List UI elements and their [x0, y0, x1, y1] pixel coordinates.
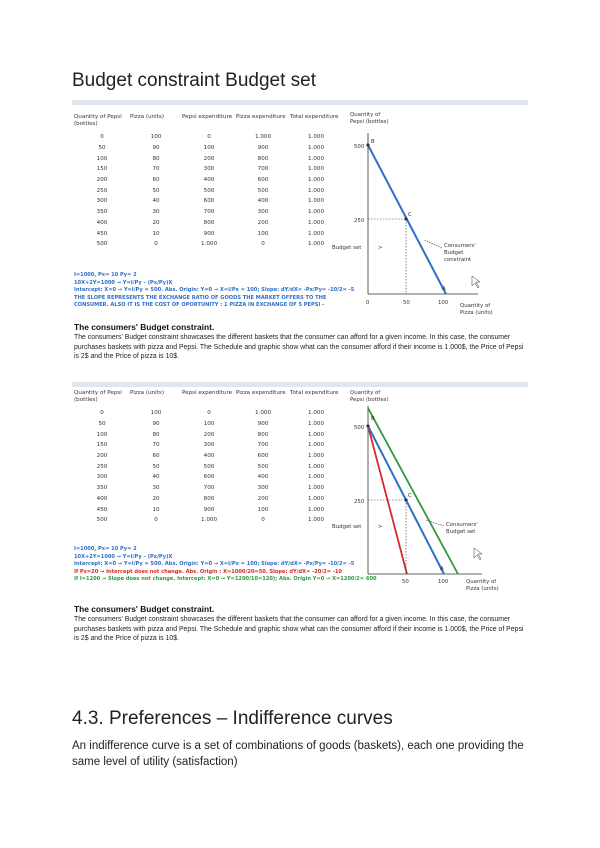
table-cell: 1.000 [307, 431, 324, 438]
formula-line: I=1000, Px= 10 Py= 2 [74, 546, 137, 552]
graph-x-title: Quantity of [460, 303, 491, 309]
table-header-row [74, 114, 342, 132]
constraint-label: Consumers' [444, 243, 476, 249]
table-cell: 300 [203, 442, 215, 449]
budget-schedule-table [74, 390, 342, 526]
table-cell: 150 [96, 442, 108, 449]
header-pepsi-expenditure: Pepsi expenditure [182, 390, 233, 396]
table-cell: 90 [152, 421, 160, 428]
budget-schedule-table [74, 114, 342, 250]
formula-line: THE SLOPE REPRESENTS THE EXCHANGE RATIO OF GOODS THE MARKET OFFERS TO THE [74, 294, 327, 301]
point-b-label: B [371, 139, 375, 145]
table-row [74, 164, 342, 175]
budget-constraint-text: The consumers' Budget constraint showcases the different baskets that the consumer can afford for a given income. In this case, the consumer purchases baskets with pizza and Pepsi. The Schedule and graphic show what can the consumer afford if their income is 1.000$, the Price of Pepsi is 2$ and the Price of pizza is 10$. [74, 334, 524, 361]
table-cell: 1.000 [307, 187, 324, 194]
table-row [74, 472, 342, 483]
table-cell: 90 [152, 145, 160, 152]
graph-y-title: Pepsi (bottles) [350, 397, 389, 403]
table-cell: 400 [96, 219, 108, 226]
header-total-expenditure: Total expenditure [290, 390, 339, 396]
table-header-row [74, 390, 342, 408]
table-cell: 1.000 [307, 219, 324, 226]
y-tick-label: 500 [354, 425, 365, 431]
table-cell: 40 [152, 198, 160, 205]
table-cell: 450 [96, 506, 108, 513]
table-cell: 60 [152, 453, 160, 460]
table-cell: 100 [257, 230, 269, 237]
budget-constraint-text: The consumers' Budget constraint showcases the different baskets that the consumer can afford for a given income. In this case, the consumer purchases baskets with pizza and Pepsi. The Schedule and graphic show what can the consumer afford if their income is 1.000$, the Price of Pepsi is 2$ and the Price of pizza is 10$. [74, 616, 524, 643]
formula-block [74, 272, 354, 310]
table-cell: 300 [257, 485, 269, 492]
table-cell: 70 [152, 442, 160, 449]
point-c-label: C [408, 493, 412, 499]
header-quantity-pepsi: Quantity of Pepsi (bottles) [74, 114, 122, 127]
table-cell: 100 [203, 145, 215, 152]
table-cell: 50 [152, 187, 160, 194]
table-cell: 800 [203, 495, 215, 502]
budget-constraint-title: The consumers' Budget constraint. [74, 604, 215, 614]
table-cell: 1.000 [307, 198, 324, 205]
header-pizza-expenditure: Pizza expenditure [236, 390, 286, 396]
table-cell: 80 [152, 155, 160, 162]
table-cell: 1.000 [307, 209, 324, 216]
constraint-label: Budget [444, 250, 464, 256]
table-cell: 600 [257, 453, 269, 460]
x-tick-label: 50 [403, 300, 410, 306]
table-row [74, 143, 342, 154]
formula-line: I=1000, Px= 10 Py= 2 [74, 272, 137, 278]
table-cell: 1.000 [307, 230, 324, 237]
budget-constraint-title: The consumers' Budget constraint. [74, 322, 215, 332]
constraint-label: constraint [444, 257, 472, 263]
point-b-label: B [371, 416, 375, 422]
table-cell: 40 [152, 474, 160, 481]
budget-constraint-figure-1 [72, 100, 528, 361]
table-cell: 200 [203, 431, 215, 438]
table-row [74, 440, 342, 451]
table-cell: 700 [257, 166, 269, 173]
table-cell: 350 [96, 209, 108, 216]
table-cell: 1.000 [307, 463, 324, 470]
table-cell: 500 [203, 187, 215, 194]
table-cell: 1.000 [307, 485, 324, 492]
formula-line: If I=1200 → Slope does not change. Intercept: X=0 → Y=1200/10=120); Abs. Origin Y=0 → X=1200/2= 600 [74, 576, 377, 583]
budget-set-arrow: > [378, 524, 383, 530]
table-row [74, 451, 342, 462]
header-pizza-units: Pizza (units) [130, 390, 164, 396]
table-cell: 500 [96, 517, 108, 524]
table-row [74, 218, 342, 229]
table-cell: 400 [203, 453, 215, 460]
table-cell: 300 [203, 166, 215, 173]
table-cell: 300 [257, 209, 269, 216]
table-row [74, 132, 342, 143]
constraint-pointer-arrow [424, 240, 442, 248]
formula-line: Intercept: X=0 → Y=I/Py = 500. Abs. Origin: Y=0 → X=I/Px = 100; Slope: dY/dX= -Px/Py= -10/2= -5 [74, 561, 355, 568]
header-total-expenditure: Total expenditure [290, 114, 339, 120]
point-a-label: A [440, 566, 444, 572]
table-cell: 200 [257, 495, 269, 502]
table-cell: 600 [203, 198, 215, 205]
table-row [74, 483, 342, 494]
table-cell: 0 [261, 517, 265, 524]
table-row [74, 515, 342, 526]
point-c-label: C [408, 212, 412, 218]
table-cell: 20 [152, 495, 160, 502]
table-row [74, 153, 342, 164]
table-cell: 1.000 [307, 421, 324, 428]
table-cell: 700 [203, 485, 215, 492]
table-cell: 0 [154, 241, 158, 248]
table-cell: 1.000 [200, 241, 217, 248]
table-cell: 50 [98, 145, 106, 152]
table-cell: 0 [100, 410, 104, 417]
budget-set-label: Budget set [332, 524, 362, 530]
table-cell: 1.000 [307, 517, 324, 524]
table-cell: 100 [96, 431, 108, 438]
table-cell: 50 [152, 463, 160, 470]
x-tick-label: 100 [438, 579, 449, 585]
table-cell: 450 [96, 230, 108, 237]
table-cell: 20 [152, 219, 160, 226]
table-cell: 1.000 [307, 145, 324, 152]
figure-top-bar [72, 100, 528, 105]
table-cell: 0 [154, 517, 158, 524]
table-cell: 1.000 [200, 517, 217, 524]
table-cell: 100 [203, 421, 215, 428]
header-pizza-units: Pizza (units) [130, 114, 164, 120]
constraint-label: Consumers' [446, 522, 478, 528]
table-cell: 1.000 [307, 166, 324, 173]
table-cell: 1.000 [254, 410, 271, 417]
table-cell: 400 [96, 495, 108, 502]
table-row [74, 196, 342, 207]
x-tick-label: 100 [438, 300, 449, 306]
point-b-marker [366, 424, 369, 427]
table-cell: 50 [98, 421, 106, 428]
formula-line: If Px=20 → Intercept does not change. Abs. Origin : X=1000/20=50. Slope: dY/dX= -20/2= -10 [74, 568, 342, 575]
table-cell: 700 [257, 442, 269, 449]
table-cell: 100 [150, 134, 162, 141]
formula-line: Intercept: X=0 → Y=I/Py = 500. Abs. Origin: Y=0 → X=I/Px = 100; Slope: dY/dX= -Px/Py= -10/2= -5 [74, 287, 355, 294]
graph-y-title: Pepsi (bottles) [350, 119, 389, 125]
indifference-curve-definition: An indifference curve is a set of combinations of goods (baskets), each one providing the same level of utility (satisfaction) [72, 740, 524, 768]
table-row [74, 494, 342, 505]
table-cell: 200 [96, 177, 108, 184]
table-cell: 100 [150, 410, 162, 417]
table-cell: 1.000 [307, 506, 324, 513]
table-row [74, 239, 342, 250]
table-cell: 0 [207, 134, 211, 141]
header-pepsi-expenditure: Pepsi expenditure [182, 114, 233, 120]
table-row [74, 419, 342, 430]
table-cell: 70 [152, 166, 160, 173]
budget-line-graph-1 [332, 108, 528, 320]
table-cell: 500 [257, 187, 269, 194]
table-cell: 800 [257, 431, 269, 438]
table-cell: 1.000 [307, 177, 324, 184]
point-b-marker [366, 143, 369, 146]
table-row [74, 408, 342, 419]
table-cell: 1.000 [254, 134, 271, 141]
table-cell: 10 [152, 506, 160, 513]
table-row [74, 207, 342, 218]
table-cell: 900 [257, 421, 269, 428]
table-cell: 0 [207, 410, 211, 417]
cursor-icon [474, 548, 482, 560]
section-heading-budget: Budget constraint Budget set [72, 70, 316, 91]
table-cell: 200 [203, 155, 215, 162]
table-cell: 400 [257, 474, 269, 481]
table-cell: 250 [96, 187, 108, 194]
x-tick-label: 50 [402, 579, 409, 585]
table-cell: 300 [96, 474, 108, 481]
table-cell: 1.000 [307, 410, 324, 417]
y-tick-label: 250 [354, 218, 365, 224]
table-cell: 200 [257, 219, 269, 226]
graph-x-title: Pizza (units) [460, 310, 493, 316]
table-cell: 0 [261, 241, 265, 248]
table-cell: 350 [96, 485, 108, 492]
formula-line: 10X+2Y=1000 → Y=I/Py – (Px/Py)X [74, 553, 173, 560]
table-cell: 1.000 [307, 134, 324, 141]
table-cell: 80 [152, 431, 160, 438]
y-tick-label: 500 [354, 144, 365, 150]
table-cell: 900 [203, 506, 215, 513]
formula-block [74, 546, 377, 584]
table-cell: 60 [152, 177, 160, 184]
table-cell: 600 [257, 177, 269, 184]
table-cell: 400 [203, 177, 215, 184]
header-pizza-expenditure: Pizza expenditure [236, 114, 286, 120]
budget-constraint-figure-2 [72, 382, 528, 644]
section-heading-preferences: 4.3. Preferences – Indifference curves [72, 708, 393, 729]
table-cell: 1.000 [307, 495, 324, 502]
table-cell: 10 [152, 230, 160, 237]
table-cell: 30 [152, 485, 160, 492]
table-cell: 250 [96, 463, 108, 470]
table-row [74, 228, 342, 239]
table-cell: 30 [152, 209, 160, 216]
table-cell: 1.000 [307, 453, 324, 460]
graph-x-title: Quantity of [466, 579, 497, 585]
formula-line: 10X+2Y=1000 → Y=I/Py – (Px/Py)X [74, 279, 173, 286]
table-cell: 500 [96, 241, 108, 248]
header-quantity-pepsi: Quantity of Pepsi (bottles) [74, 390, 122, 403]
budget-line-higher-income [368, 408, 458, 574]
table-cell: 150 [96, 166, 108, 173]
graph-x-title: Pizza (units) [466, 586, 499, 592]
table-cell: 1.000 [307, 155, 324, 162]
table-cell: 200 [96, 453, 108, 460]
table-row [74, 429, 342, 440]
table-cell: 100 [257, 506, 269, 513]
table-cell: 800 [203, 219, 215, 226]
cursor-icon [472, 276, 480, 288]
point-a-label: A [442, 286, 446, 292]
table-cell: 500 [257, 463, 269, 470]
x-tick-label: 0 [366, 300, 370, 306]
table-cell: 700 [203, 209, 215, 216]
constraint-pointer-arrow [426, 520, 444, 526]
formula-line: CONSUMER. ALSO IT IS THE COST OF OPORTUNITY : 1 PIZZA IN EXCHANGE OF 5 PEPSI - [74, 302, 325, 309]
table-cell: 600 [203, 474, 215, 481]
table-cell: 300 [96, 198, 108, 205]
table-cell: 1.000 [307, 442, 324, 449]
table-cell: 500 [203, 463, 215, 470]
table-cell: 900 [203, 230, 215, 237]
table-row [74, 175, 342, 186]
constraint-label: Budget set [446, 529, 476, 535]
budget-set-arrow: > [378, 245, 383, 251]
budget-set-label: Budget set [332, 245, 362, 251]
table-cell: 400 [257, 198, 269, 205]
table-cell: 800 [257, 155, 269, 162]
table-cell: 100 [96, 155, 108, 162]
table-row [74, 185, 342, 196]
table-cell: 0 [100, 134, 104, 141]
table-cell: 1.000 [307, 474, 324, 481]
table-cell: 1.000 [307, 241, 324, 248]
graph-y-title: Quantity of [350, 112, 381, 118]
table-row [74, 504, 342, 515]
graph-y-title: Quantity of [350, 390, 381, 396]
y-tick-label: 250 [354, 499, 365, 505]
table-row [74, 461, 342, 472]
table-cell: 900 [257, 145, 269, 152]
